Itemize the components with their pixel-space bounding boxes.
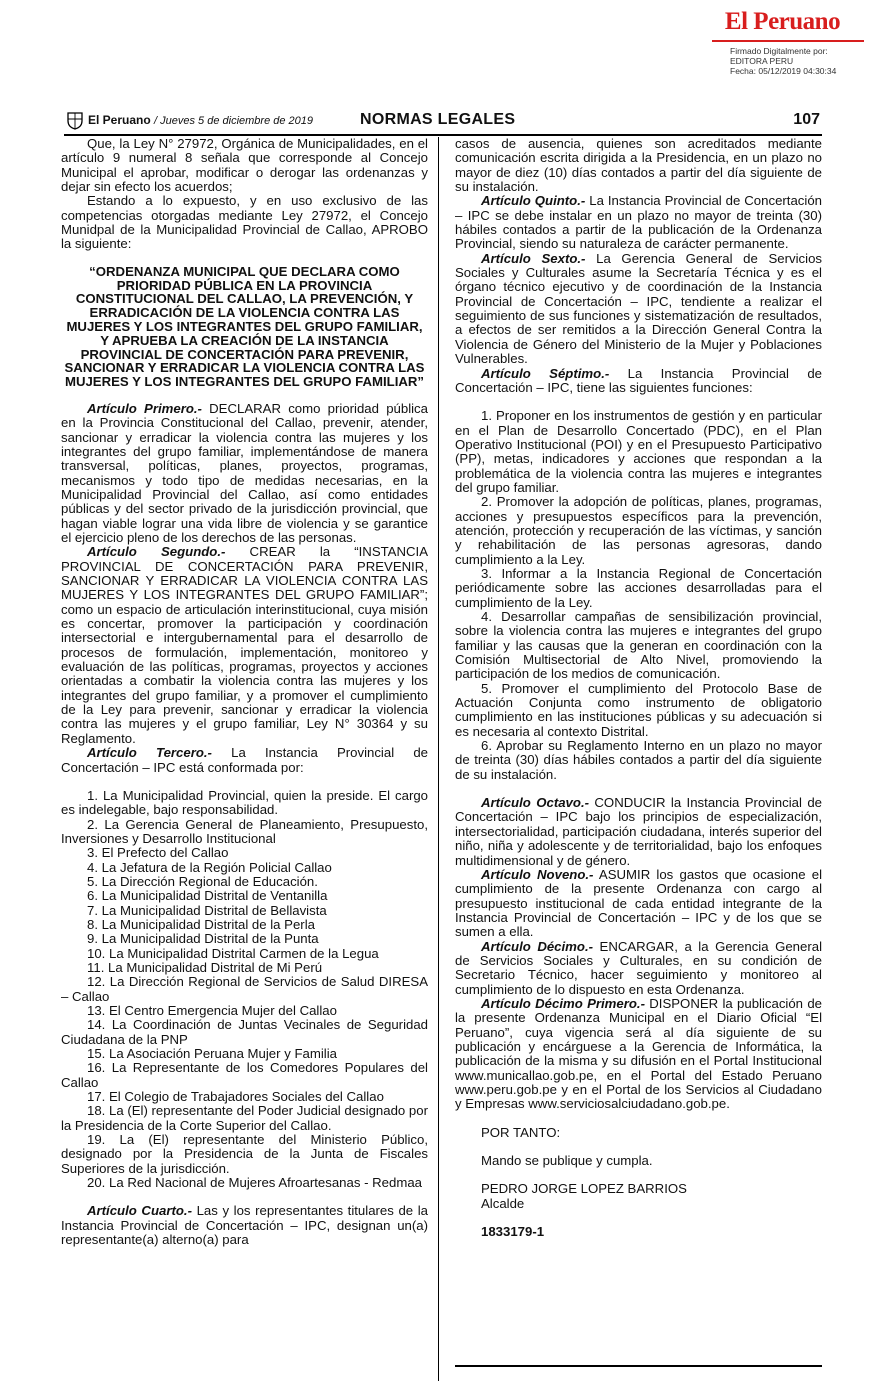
article-4-text: Las y los representantes titulares de la Instancia Provincial de Concertación – IPC, designan un(a) representante(a) alterno(a) para: [61, 1203, 428, 1248]
list-item: 13. El Centro Emergencia Mujer del Callao: [87, 1003, 337, 1019]
spacer: [61, 1190, 428, 1204]
list-item: 5. La Dirección Regional de Educación.: [87, 873, 318, 889]
functions-list: [455, 409, 822, 782]
article-11-text: DISPONER la publicación de la presente Ordenanza Municipal en el Diario Oficial “El Peruano”, cuya vigencia será al día siguiente de su publicación y encárguese a la Gerencia de Informática, la publicación de la misma y su difusión en el Portal Institucional www.municallao.gob.pe, en el Portal del Estado Peruano www.peru.gob.pe y en el Portal de los Servicios al Ciudadano y Empresas www.serviciosalciudadano.gob.pe.: [455, 995, 822, 1112]
article-2: [61, 545, 428, 746]
article-4-label: Artículo Cuarto.-: [87, 1203, 192, 1219]
list-item: 1. La Municipalidad Provincial, quien la preside. El cargo es indelegable, bajo responsabilidad.: [61, 787, 428, 818]
header-publication: [88, 113, 313, 127]
list-item: 3. El Prefecto del Callao: [87, 845, 229, 861]
article-6: [455, 252, 822, 367]
list-item: 15. La Asociación Peruana Mujer y Familia: [87, 1046, 337, 1062]
list-item: 9. La Municipalidad Distrital de la Punta: [87, 931, 319, 947]
spacer: [455, 1211, 822, 1225]
article-6-text: La Gerencia General de Servicios Sociales y Culturales asume la Secretaría Técnica y es el órgano técnico ejecutivo y de coordinación de la Instancia Provincial de Concertación – IPC, tendiente a realizar el seguimiento de sus funciones y sistematización de resultados, a efectos de ser remitidos a la Dirección General Contra la Violencia de Género del Ministerio de la Mujer y Poblaciones Vulnerables.: [455, 250, 822, 367]
coat-of-arms-icon: [66, 110, 84, 130]
signature-line-1: Firmado Digitalmente por:: [730, 46, 828, 56]
ordinance-title: “ORDENANZA MUNICIPAL QUE DECLARA COMO PRIORIDAD PÚBLICA EN LA PROVINCIA CONSTITUCIONAL DEL CALLAO, LA PREVENCIÓN, Y ERRADICACIÓN DE LA VIOLENCIA CONTRA LAS MUJERES Y LOS INTEGRANTES DEL GRUPO FAMILIAR, Y APRUEBA LA CREACIÓN DE LA INSTANCIA PROVINCIAL DE CONCERTACIÓN PARA PREVENIR, SANCIONAR Y ERRADICAR LA VIOLENCIA CONTRA LAS MUJERES Y LOS INTEGRANTES DEL GRUPO FAMILIAR”: [64, 263, 425, 390]
article-9: [455, 868, 822, 940]
intro-paragraph-1: Que, la Ley N° 27972, Orgánica de Municipalidades, en el artículo 9 numeral 8 señala que corresponde al Concejo Municipal el aprobar, modificar o derogar las ordenanzas y dejar sin efecto los acuerdos;: [61, 136, 428, 195]
por-tanto: POR TANTO:: [481, 1124, 561, 1140]
article-9-text: ASUMIR los gastos que ocasione el cumplimiento de la presente Ordenanza con cargo al presupuesto institucional de cada entidad integrante de la Instancia Provincial de Concertación – IPC y de los que se sumen a ella.: [455, 866, 823, 940]
list-item: 2. La Gerencia General de Planeamiento, Presupuesto, Inversiones y Desarrollo Institucional: [61, 816, 428, 846]
header-publication-name: El Peruano: [88, 113, 151, 127]
signature-line-2: EDITORA PERU: [730, 56, 794, 66]
article-6-label: Artículo Sexto.-: [481, 250, 586, 266]
signer-name: PEDRO JORGE LOPEZ BARRIOS: [481, 1181, 687, 1197]
list-item: 6. La Municipalidad Distrital de Ventanilla: [87, 888, 328, 904]
article-3-label: Artículo Tercero.-: [87, 745, 212, 761]
list-item: 2. Promover la adopción de políticas, planes, programas, acciones y presupuestos específicos para la prevención, atención, protección y recuperación de las víctimas, y sanción y rehabilitación de las personas agresoras, dando cumplimiento a la Ley.: [455, 494, 822, 567]
left-column: [61, 137, 428, 1248]
article-10: [455, 940, 822, 997]
list-item: 7. La Municipalidad Distrital de Bellavista: [87, 902, 327, 918]
article-5-label: Artículo Quinto.-: [481, 193, 586, 209]
page-header: [64, 110, 822, 136]
spacer: [455, 1168, 822, 1182]
list-item: 3. Informar a la Instancia Regional de Concertación periódicamente sobre las acciones desarrolladas para el cumplimiento de la Ley.: [455, 565, 822, 610]
list-item: 4. La Jefatura de la Región Policial Callao: [87, 859, 332, 875]
article-9-label: Artículo Noveno.-: [481, 866, 594, 882]
right-column: [455, 137, 822, 1239]
list-item: 14. La Coordinación de Juntas Vecinales de Seguridad Ciudadana de la PNP: [61, 1017, 428, 1047]
article-1: [61, 402, 428, 545]
list-item: 20. La Red Nacional de Mujeres Afroartesanas - Redmaa: [87, 1175, 422, 1191]
article-8: [455, 796, 822, 868]
spacer: [455, 395, 822, 409]
article-8-label: Artículo Octavo.-: [481, 795, 589, 811]
header-section: NORMAS LEGALES: [360, 111, 516, 128]
spacer: [61, 775, 428, 789]
article-3-text: La Instancia Provincial de Concertación – IPC está conformada por:: [61, 745, 428, 775]
intro-paragraph-2: Estando a lo expuesto, y en uso exclusivo de las competencias otorgadas mediante Ley 27972, el Concejo Munidpal de la Municipalidad Provincial de Callao, APROBO la siguiente:: [61, 193, 428, 252]
article-7-label: Artículo Séptimo.-: [481, 365, 610, 381]
list-item: 10. La Municipalidad Distrital Carmen de la Legua: [87, 945, 379, 961]
list-item: 17. El Colegio de Trabajadores Sociales del Callao: [87, 1089, 384, 1105]
column-divider: [438, 137, 439, 1381]
list-item: 12. La Dirección Regional de Servicios de Salud DIRESA – Callao: [61, 974, 428, 1004]
spacer: [455, 1140, 822, 1154]
article-5: [455, 194, 822, 251]
mando-text: Mando se publique y cumpla.: [481, 1153, 653, 1169]
closing-rule: [455, 1365, 822, 1367]
article-7-text: La Instancia Provincial de Concertación – IPC, tiene las siguientes funciones:: [455, 365, 822, 395]
list-item: 4. Desarrollar campañas de sensibilización provincial, sobre la violencia contra las mujeres e integrantes del grupo familiar y las causas que la generan en coordinación con la Comisión Multisectorial de Alto Nivel, promoviendo la participación de los medios de comunicación.: [455, 609, 822, 682]
list-item: 16. La Representante de los Comedores Populares del Callao: [61, 1060, 428, 1090]
article-11-label: Artículo Décimo Primero.-: [481, 995, 645, 1011]
signer-title: Alcalde: [481, 1195, 525, 1211]
article-10-text: ENCARGAR, a la Gerencia General de Servicios Sociales y Culturales, en su condición de Secretario Técnico, hacer seguimiento y monitoreo al cumplimiento de lo dispuesto en esta Ordenanza.: [455, 938, 822, 997]
article-1-text: DECLARAR como prioridad pública en la Provincia Constitucional del Callao, prevenir, atender, sancionar y erradicar la violencia contra las mujeres y los integrantes del grupo familiar, implementándose de manera transversal, políticas, planes, proyectos, programas, mecanismos y todo tipo de medidas necesarias, en la Municipalidad Provincial del Callao, así como entidades públicas y del sector privado de la jurisdicción provincial, que hagan viable lograr una vida libre de violencia y se garantice el ejercicio pleno de los derechos de las personas.: [61, 400, 428, 546]
list-item: 8. La Municipalidad Distrital de la Perla: [87, 916, 315, 932]
spacer: [455, 1112, 822, 1126]
spacer: [455, 782, 822, 796]
digital-signature: [730, 46, 836, 76]
article-2-label: Artículo Segundo.-: [87, 544, 226, 560]
list-item: 6. Aprobar su Reglamento Interno en un plazo no mayor de treinta (30) días hábiles contados a partir del día siguiente de su instalación.: [455, 738, 822, 782]
article-5-text: La Instancia Provincial de Concertación – IPC se debe instalar en un plazo no mayor de treinta (30) hábiles contados a partir de la publicación de la Ordenanza Provincial, siendo su naturaleza de carácter permanente.: [455, 193, 822, 252]
article-10-label: Artículo Décimo.-: [481, 938, 594, 954]
article-7: [455, 367, 822, 396]
header-date: / Jueves 5 de diciembre de 2019: [154, 115, 314, 127]
article-2-text: CREAR la “INSTANCIA PROVINCIAL DE CONCERTACIÓN PARA PREVENIR, SANCIONAR Y ERRADICAR LA VIOLENCIA CONTRA LAS MUJERES Y LOS INTEGRANTES DEL GRUPO FAMILIAR”; como un espacio de articulación interinstitucional, cuya misión es concertar, promover la participación y coordinación intersectorial e intergubernamental para el desarrollo de procesos de formulación, implementación, monitoreo y evaluación de las políticas, programas, proyectos y acciones orientadas a combatir la violencia contra las mujeres y los integrantes del grupo familiar, y a promover el cumplimiento de la Ley para prevenir, sancionar y erradicar la violencia contra las mujeres y el grupo familiar, Ley N° 30364 y su Reglamento.: [61, 544, 428, 746]
logo-underline: [712, 40, 864, 42]
list-item: 11. La Municipalidad Distrital de Mi Perú: [87, 959, 323, 975]
article-8-text: CONDUCIR la Instancia Provincial de Concertación – IPC bajo los principios de especialización, intersectorialidad, participación ciudadana, interés superior del niño, niña y adolescente y de territorialidad, bajo los enfoques multidimensional y de género.: [455, 795, 823, 868]
article-1-label: Artículo Primero.-: [87, 400, 202, 416]
article-4-continued: casos de ausencia, quienes son acreditados mediante comunicación escrita dirigida a la Presidencia, en un plazo no mayor de diez (10) días contados a partir del día siguiente de su instalación.: [455, 136, 822, 195]
list-item: 19. La (El) representante del Ministerio Público, designado por la Presidencia de la Junta de Fiscales Superiores de la jurisdicción.: [61, 1132, 428, 1176]
article-4: [61, 1204, 428, 1247]
signature-line-3: Fecha: 05/12/2019 04:30:34: [730, 66, 837, 76]
list-item: 18. La (El) representante del Poder Judicial designado por la Presidencia de la Corte Superior del Callao.: [61, 1103, 428, 1133]
page-number: 107: [793, 111, 820, 128]
article-3: [61, 746, 428, 775]
list-item: 1. Proponer en los instrumentos de gestión y en particular en el Plan de Desarrollo Concertado (PDC), en el Plan Operativo Institucional (POI) y en el Presupuesto Participativo (PP), metas, indicadores y acciones que respondan a la problemática de la violencia contra las mujeres e integrantes del grupo familiar.: [455, 408, 822, 495]
list-item: 5. Promover el cumplimiento del Protocolo Base de Actuación Conjunta como instrumento de obligatorio cumplimiento en las instituciones públicas y su adecuación si es necesaria al contexto Distrital.: [455, 680, 822, 739]
document-code: 1833179-1: [481, 1224, 545, 1240]
el-peruano-logo: El Peruano: [724, 8, 841, 35]
members-list: [61, 789, 428, 1191]
article-11: [455, 997, 822, 1112]
